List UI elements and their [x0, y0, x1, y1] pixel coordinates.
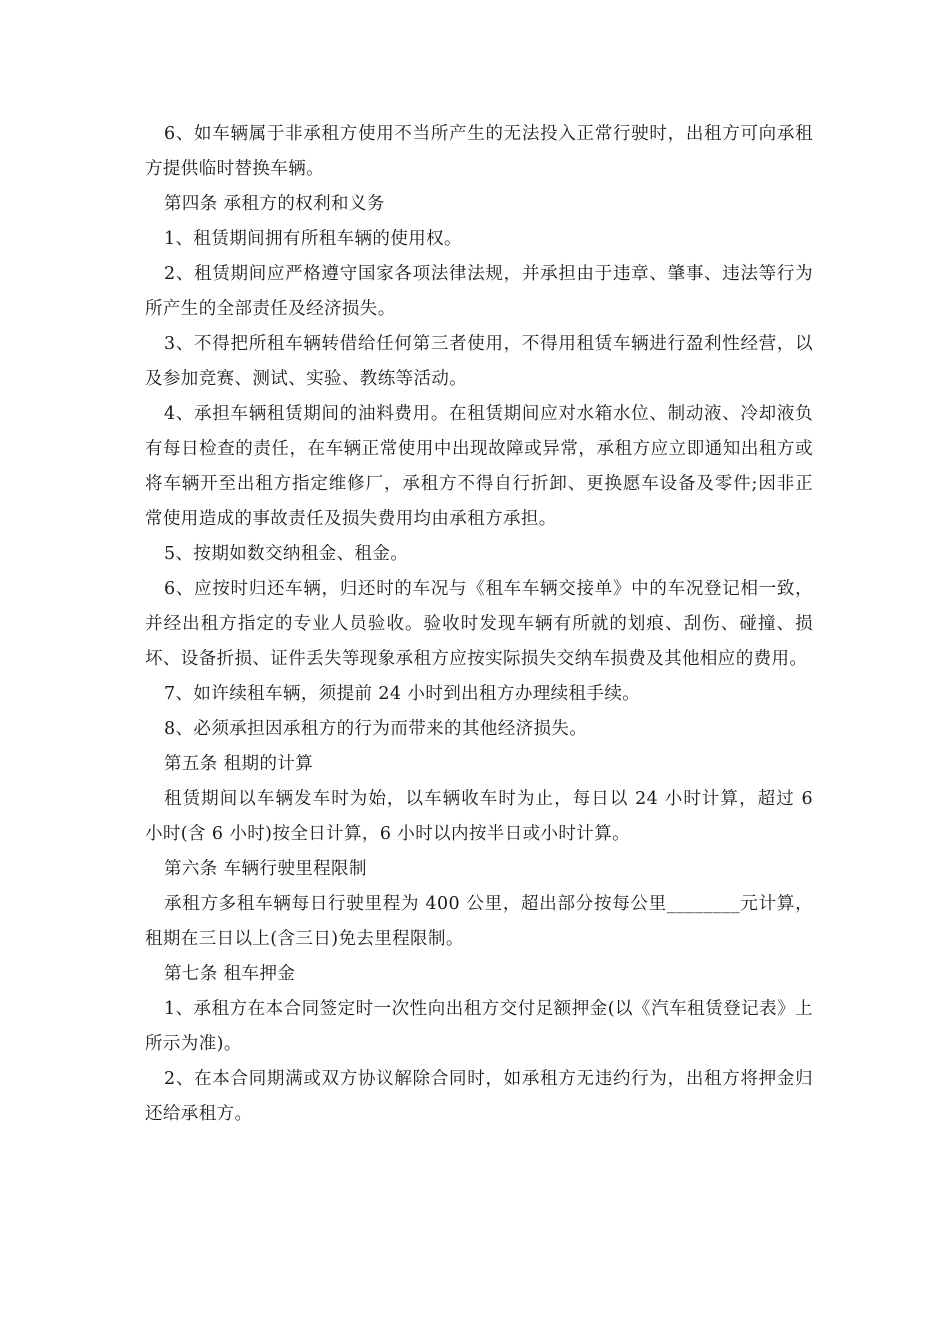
paragraph: 6、如车辆属于非承租方使用不当所产生的无法投入正常行驶时，出租方可向承租方提供临时替换车辆。 [145, 124, 813, 179]
section-heading: 第七条 租车押金 [164, 964, 296, 984]
paragraph: 1、承租方在本合同签定时一次性向出租方交付足额押金(以《汽车租赁登记表》上所示为准)。 [145, 999, 813, 1054]
paragraph: 承租方多租车辆每日行驶里程为 400 公里，超出部分按每公里________元计算，租期在三日以上(含三日)免去里程限制。 [145, 894, 813, 949]
paragraph: 5、按期如数交纳租金、租金。 [164, 544, 409, 564]
section-heading: 第五条 租期的计算 [164, 754, 314, 774]
section-heading: 第四条 承租方的权利和义务 [164, 194, 385, 214]
paragraph: 租赁期间以车辆发车时为始，以车辆收车时为止，每日以 24 小时计算，超过 6 小时(含 6 小时)按全日计算，6 小时以内按半日或小时计算。 [145, 789, 813, 844]
paragraph: 3、不得把所租车辆转借给任何第三者使用，不得用租赁车辆进行盈利性经营，以及参加竞赛、测试、实验、教练等活动。 [145, 334, 813, 389]
document-page [145, 117, 813, 1132]
paragraph: 2、在本合同期满或双方协议解除合同时，如承租方无违约行为，出租方将押金归还给承租方。 [145, 1069, 813, 1124]
paragraph: 4、承担车辆租赁期间的油料费用。在租赁期间应对水箱水位、制动液、冷却液负有每日检查的责任，在车辆正常使用中出现故障或异常，承租方应立即通知出租方或将车辆开至出租方指定维修厂，承租方不得自行折卸、更换愿车设备及零件;因非正常使用造成的事故责任及损失费用均由承租方承担。 [145, 404, 813, 529]
section-heading: 第六条 车辆行驶里程限制 [164, 859, 367, 879]
paragraph: 6、应按时归还车辆，归还时的车况与《租车车辆交接单》中的车况登记相一致，并经出租方指定的专业人员验收。验收时发现车辆有所就的划痕、刮伤、碰撞、损坏、设备折损、证件丢失等现象承租方应按实际损失交纳车损费及其他相应的费用。 [145, 579, 813, 669]
paragraph: 8、必须承担因承租方的行为而带来的其他经济损失。 [164, 719, 588, 739]
paragraph: 7、如许续租车辆，须提前 24 小时到出租方办理续租手续。 [164, 684, 641, 704]
paragraph: 2、租赁期间应严格遵守国家各项法律法规，并承担由于违章、肇事、违法等行为所产生的全部责任及经济损失。 [145, 264, 813, 319]
paragraph: 1、租赁期间拥有所租车辆的使用权。 [164, 229, 462, 249]
